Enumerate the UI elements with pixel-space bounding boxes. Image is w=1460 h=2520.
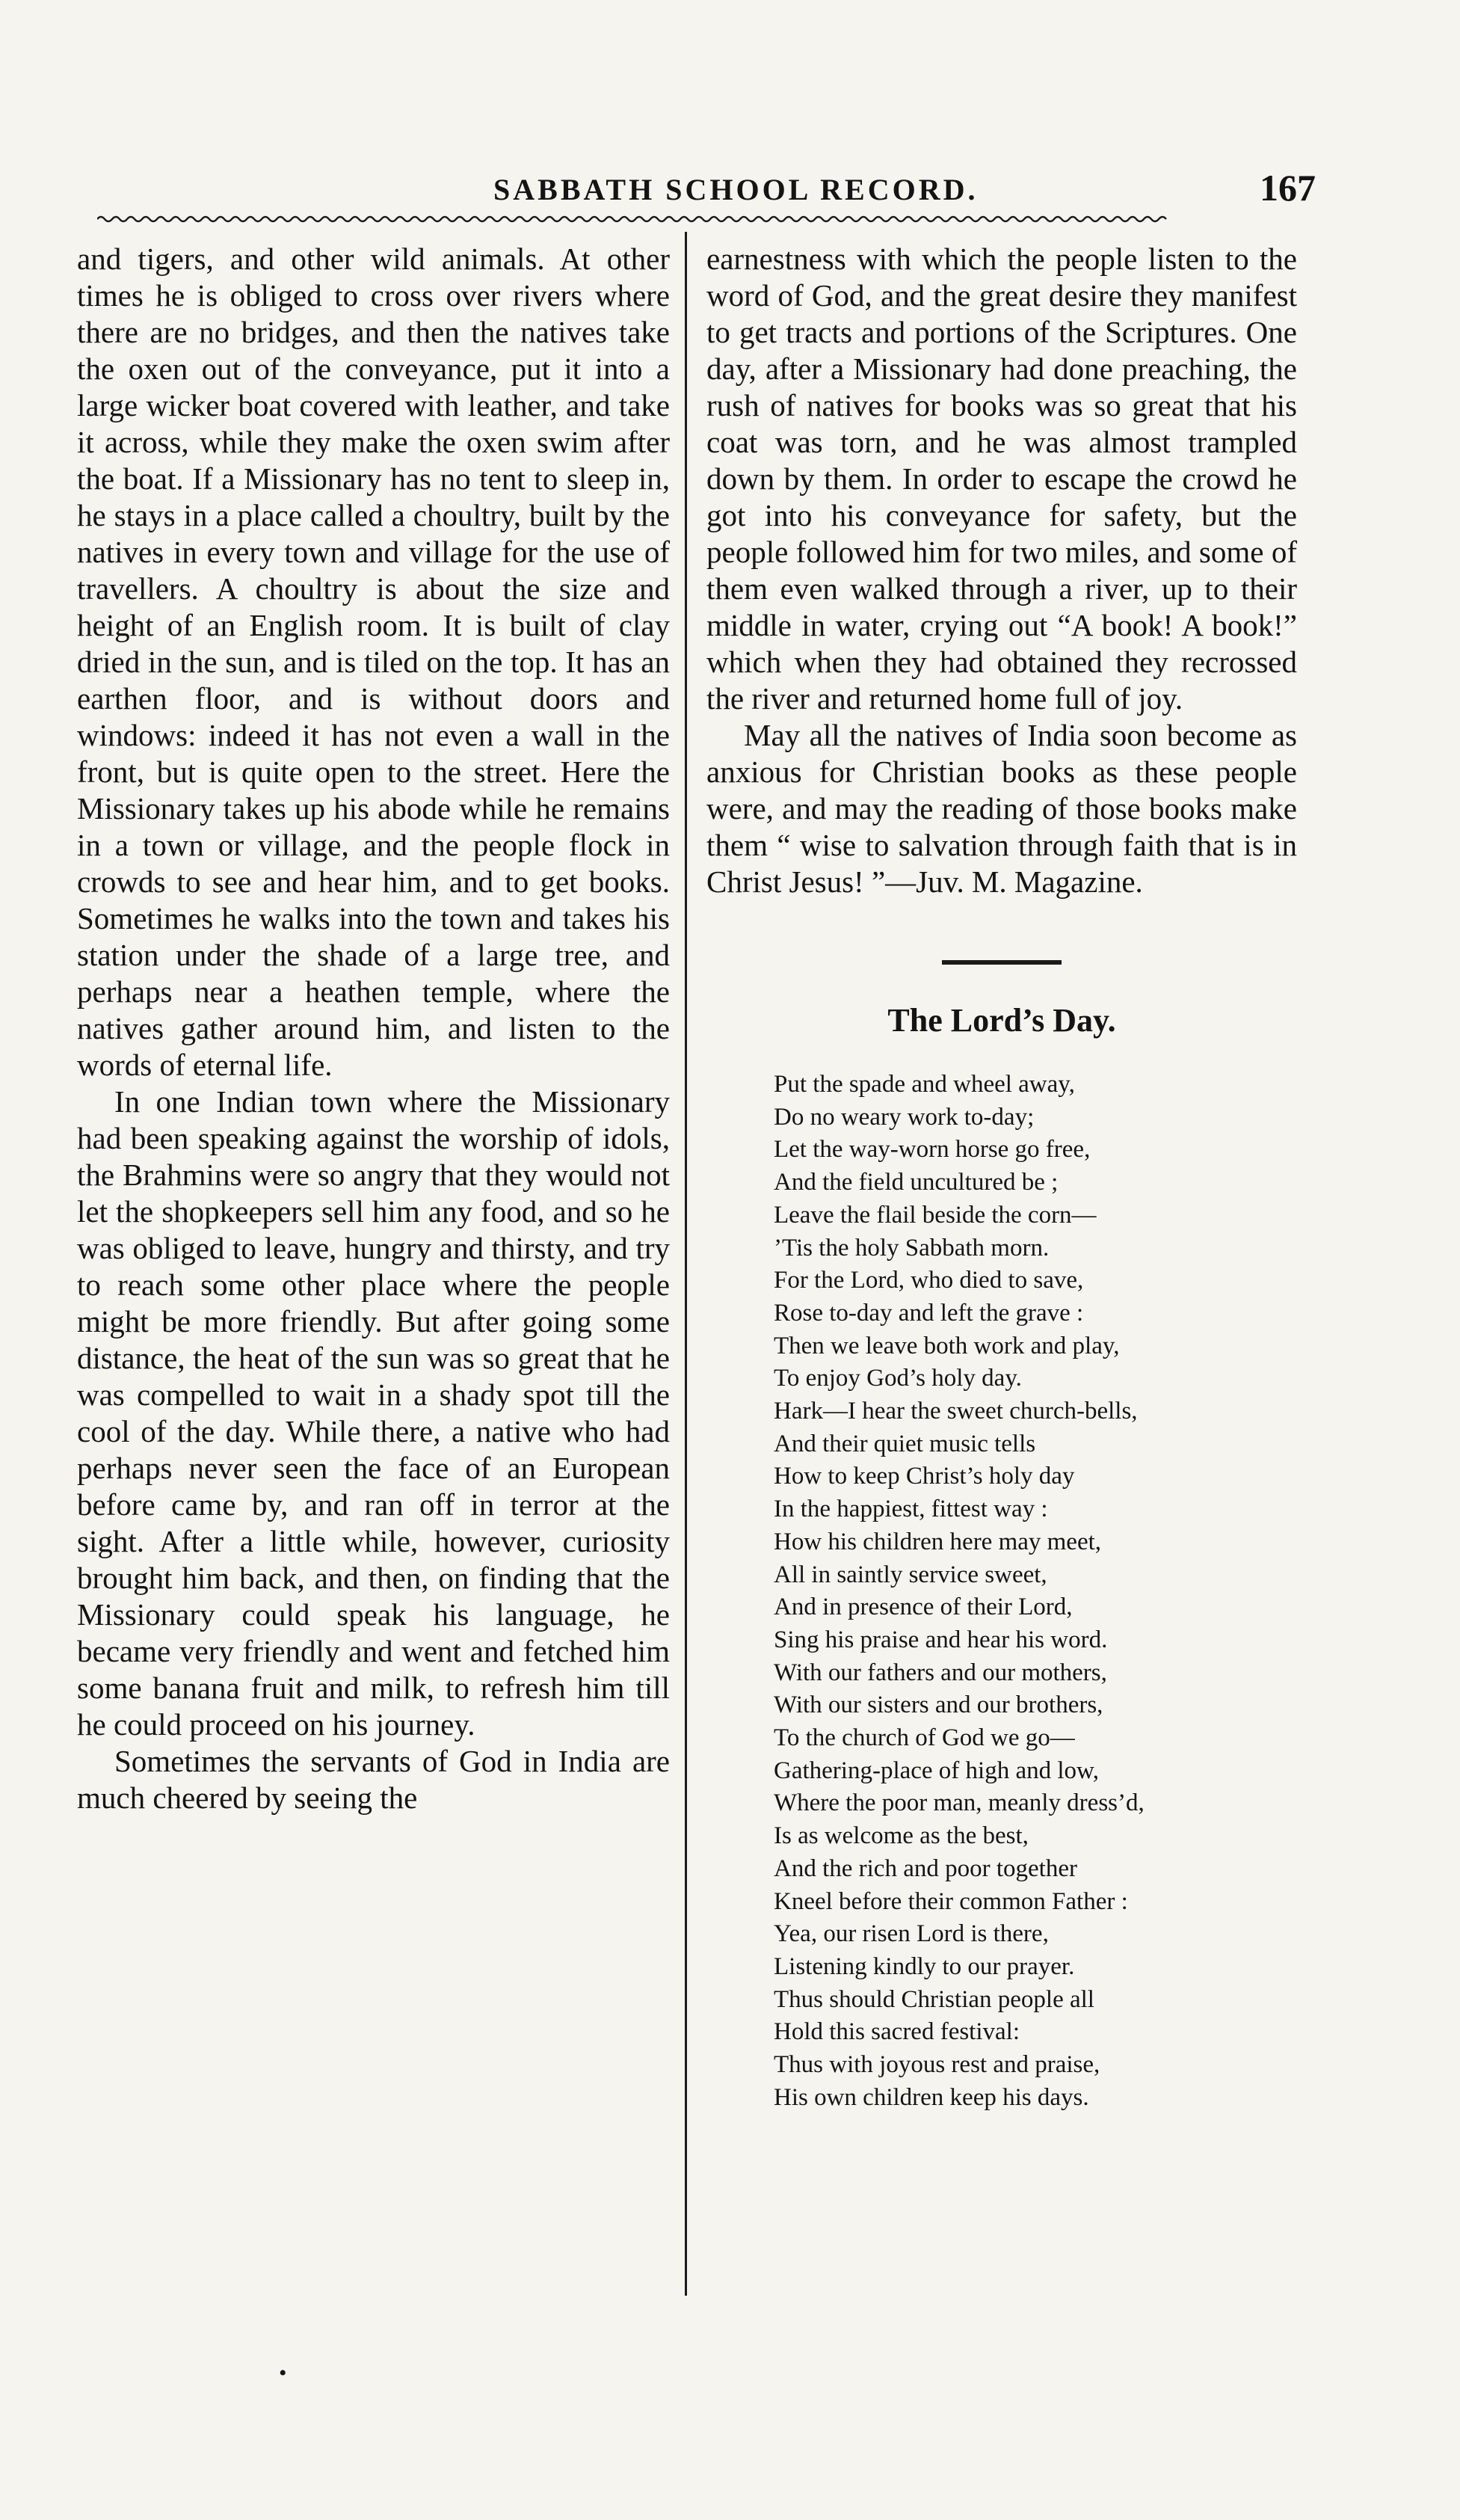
poem-line: How his children here may meet, — [774, 1528, 1102, 1555]
right-paragraph-1: earnestness with which the people listen to the word of God, and the great desire they manifest to get tracts and portions of the Scriptures. One day, after a Missionary had done preaching, the rush of natives for books was so great that his coat was torn, and he was almost trampled down by them. In order to escape the crowd he got into his conveyance for safety, but the people followed him for two miles, and some of them even walked through a river, up to their middle in water, crying out “A book! A book!” which when they had obtained they recrossed the river and returned home full of joy. — [706, 242, 1297, 716]
poem-line: ’Tis the holy Sabbath morn. — [774, 1234, 1050, 1261]
poem-line: Thus should Christian people all — [774, 1985, 1094, 2013]
poem-line: Gathering-place of high and low, — [774, 1757, 1099, 1784]
header-rule — [97, 214, 1323, 224]
poem-line: With our sisters and our brothers, — [774, 1691, 1103, 1719]
left-paragraph-3: Sometimes the servants of God in India are much cheered by seeing the — [77, 1744, 670, 1815]
poem-line: Hark—I hear the sweet church-bells, — [774, 1398, 1138, 1425]
poem-line: To enjoy God’s holy day. — [774, 1365, 1022, 1392]
poem-line: And the rich and poor together — [774, 1854, 1077, 1882]
poem-line: Let the way-worn horse go free, — [774, 1136, 1091, 1164]
poem-line: To the church of God we go— — [774, 1724, 1075, 1752]
right-column — [706, 241, 1297, 2115]
poem-line: His own children keep his days. — [774, 2083, 1089, 2111]
left-column — [77, 241, 670, 1816]
poem-line: And their quiet music tells — [774, 1430, 1036, 1457]
poem-line: Yea, our risen Lord is there, — [774, 1920, 1049, 1948]
poem-line: Is as welcome as the best, — [774, 1822, 1029, 1850]
poem-line: How to keep Christ’s holy day — [774, 1463, 1075, 1490]
poem-line: All in saintly service sweet, — [774, 1561, 1047, 1588]
poem-title: The Lord’s Day. — [887, 1002, 1116, 1039]
poem-line: Kneel before their common Father : — [774, 1887, 1128, 1915]
poem — [774, 1069, 1297, 2115]
section-separator — [942, 960, 1062, 965]
poem-line: Do no weary work to-day; — [774, 1103, 1035, 1131]
poem-line: Hold this sacred festival: — [774, 2018, 1020, 2046]
page-mark: • — [279, 2361, 287, 2385]
poem-line: Then we leave both work and play, — [774, 1332, 1120, 1359]
poem-line: For the Lord, who died to save, — [774, 1267, 1084, 1294]
poem-line: Thus with joyous rest and praise, — [774, 2051, 1100, 2079]
poem-line: In the happiest, fittest way : — [774, 1496, 1048, 1523]
poem-line: Put the spade and wheel away, — [774, 1071, 1075, 1098]
page-header — [120, 166, 1316, 218]
poem-line: And the field uncultured be ; — [774, 1169, 1059, 1196]
page-number: 167 — [1260, 167, 1316, 209]
poem-line: Leave the flail beside the corn— — [774, 1201, 1097, 1229]
poem-line: With our fathers and our mothers, — [774, 1659, 1107, 1686]
column-divider — [685, 232, 687, 2296]
poem-line: Where the poor man, meanly dress’d, — [774, 1789, 1145, 1817]
poem-line: Rose to-day and left the grave : — [774, 1299, 1084, 1327]
poem-line: Sing his praise and hear his word. — [774, 1626, 1108, 1653]
left-paragraph-1: and tigers, and other wild animals. At other times he is obliged to cross over rivers where there are no bridges, and then the natives take the oxen out of the conveyance, put it into a large wicker boat covered with leather, and take it across, while they make the oxen swim after the boat. If a Missionary has no tent to sleep in, he stays in a place called a choultry, built by the natives in every town and village for the use of travellers. A choultry is about the size and height of an English room. It is built of clay dried in the sun, and is tiled on the top. It has an earthen floor, and is without doors and windows: indeed it has not even a wall in the front, but is quite open to the street. Here the Missionary takes up his abode while he remains in a town or village, and the people flock in crowds to see and hear him, and to get books. Sometimes he walks into the town and takes his station under the shade of a large tree, and perhaps near a heathen temple, where the natives gather around him, and listen to the words of eternal life. — [77, 242, 670, 1082]
poem-line: Listening kindly to our prayer. — [774, 1952, 1075, 1980]
right-paragraph-2: May all the natives of India soon become as anxious for Christian books as these people were, and may the reading of those books make them “ wise to salvation through faith that is in Christ Jesus! ”—Juv. M. Magazine. — [706, 718, 1297, 899]
poem-line: And in presence of their Lord, — [774, 1594, 1073, 1621]
left-paragraph-2: In one Indian town where the Missionary had been speaking against the worship of idols, the Brahmins were so angry that they would not let the shopkeepers sell him any food, and so he was obliged to leave, hungry and thirsty, and try to reach some other place where the people might be more friendly. But after going some distance, the heat of the sun was so great that he was compelled to wait in a shady spot till the cool of the day. While there, a native who had perhaps never seen the face of an European before came by, and ran off in terror at the sight. After a little while, however, curiosity brought him back, and then, on finding that the Missionary could speak his language, he became very friendly and went and fetched him some banana fruit and milk, to refresh him till he could proceed on his journey. — [77, 1084, 670, 1742]
running-head: SABBATH SCHOOL RECORD. — [493, 173, 979, 206]
